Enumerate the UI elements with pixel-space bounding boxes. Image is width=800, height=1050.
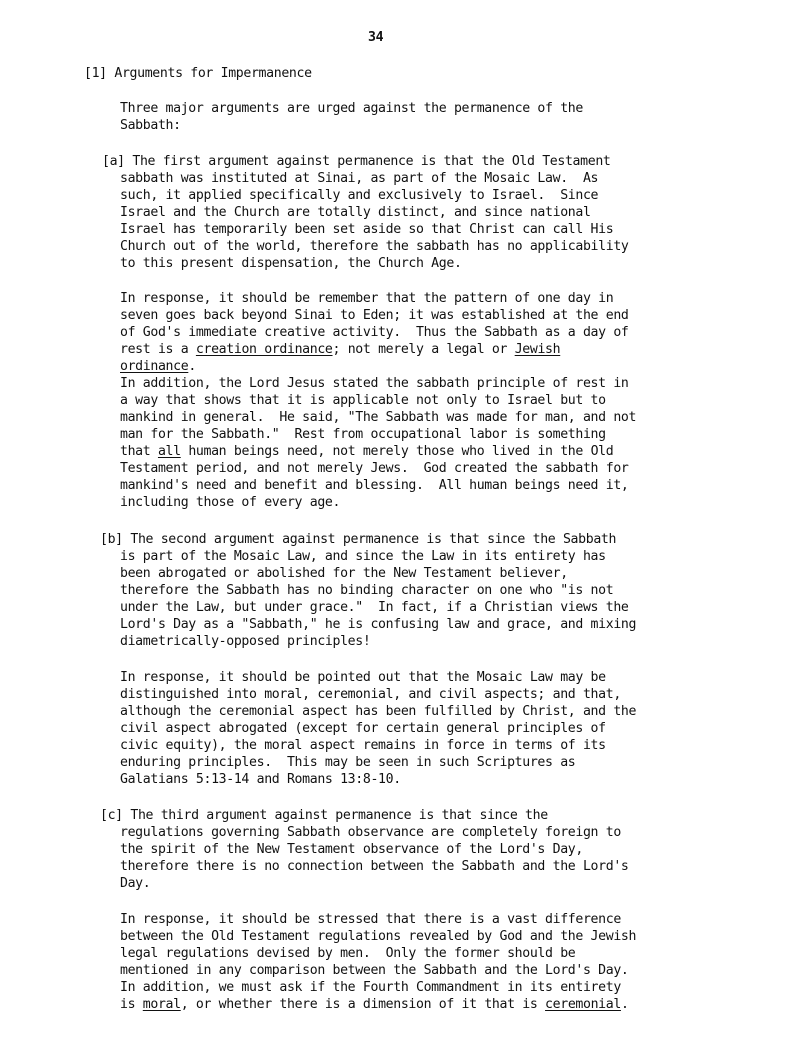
text-line: been abrogated or abolished for the New Testament believer, [120,566,568,581]
text-line: seven goes back beyond Sinai to Eden; it was established at the end [120,308,629,323]
text-line: In addition, the Lord Jesus stated the sabbath principle of rest in [120,376,629,391]
text-line: sabbath was instituted at Sinai, as part of the Mosaic Law. As [120,171,599,186]
text-line: mankind's need and benefit and blessing. All human beings need it, [120,478,629,493]
text-line [120,359,196,375]
text-run: . [188,359,196,374]
text-line: is part of the Mosaic Law, and since the Law in its entirety has [120,549,606,564]
text-run: rest is a [120,342,196,357]
text-line: Day. [120,876,151,891]
text-line: regulations governing Sabbath observance are completely foreign to [120,825,621,840]
text-line: such, it applied specifically and exclusively to Israel. Since [120,188,599,203]
text-line: civil aspect abrogated (except for certain general principles of [120,721,606,736]
text-line: Israel has temporarily been set aside so that Christ can call His [120,222,614,237]
text-line: In response, it should be stressed that there is a vast difference [120,912,621,927]
text-line: civic equity), the moral aspect remains in force in terms of its [120,738,606,753]
text-line: Israel and the Church are totally distinct, and since national [120,205,591,220]
text-run: is [120,997,143,1012]
text-line: Galatians 5:13-14 and Romans 13:8-10. [120,772,401,787]
text-line: In response, it should be pointed out that the Mosaic Law may be [120,670,606,685]
text-line: mankind in general. He said, "The Sabbath was made for man, and not [120,410,637,425]
text-line: In response, it should be remember that the pattern of one day in [120,291,614,306]
text-line: [a] The first argument against permanence is that the Old Testament [102,154,611,169]
text-line: a way that shows that it is applicable not only to Israel but to [120,393,606,408]
text-line: the spirit of the New Testament observance of the Lord's Day, [120,842,583,857]
text-line: [b] The second argument against permanence is that since the Sabbath [100,532,617,547]
text-line: although the ceremonial aspect has been fulfilled by Christ, and the [120,704,637,719]
text-line [120,342,560,358]
text-line [120,444,613,460]
text-line: Sabbath: [120,118,181,133]
text-run: , or whether there is a dimension of it that is [180,997,546,1012]
text-line [120,997,629,1013]
text-line: diametrically-opposed principles! [120,634,371,649]
text-line: Lord's Day as a "Sabbath," he is confusing law and grace, and mixing [120,617,637,632]
text-run: human beings need, not merely those who lived in the Old [180,444,614,459]
underlined-phrase: Jewish [514,342,561,357]
text-line: distinguished into moral, ceremonial, and civil aspects; and that, [120,687,621,702]
text-line: [c] The third argument against permanence is that since the [100,808,548,823]
text-line: Three major arguments are urged against the permanence of the [120,101,583,116]
text-line: therefore the Sabbath has no binding character on one who "is not [120,583,614,598]
underlined-phrase: all [157,444,181,459]
text-line: legal regulations devised by men. Only the former should be [120,946,576,961]
text-line: therefore there is no connection between the Sabbath and the Lord's [120,859,629,874]
text-line: between the Old Testament regulations revealed by God and the Jewish [120,929,637,944]
text-line: Testament period, and not merely Jews. God created the sabbath for [120,461,629,476]
text-line: including those of every age. [120,495,341,510]
text-line: In addition, we must ask if the Fourth Commandment in its entirety [120,980,621,995]
text-line: under the Law, but under grace." In fact, if a Christian views the [120,600,629,615]
underlined-phrase: creation ordinance [195,342,333,357]
text-line: of God's immediate creative activity. Thus the Sabbath as a day of [120,325,629,340]
underlined-phrase: moral [142,997,181,1012]
text-run: ; not merely a legal or [332,342,515,357]
text-line: enduring principles. This may be seen in such Scriptures as [120,755,576,770]
text-line: Church out of the world, therefore the sabbath has no applicability [120,239,629,254]
underlined-phrase: ordinance [120,359,189,374]
page-number: 34 [368,30,384,45]
underlined-phrase: ceremonial [545,997,621,1012]
text-line: mentioned in any comparison between the Sabbath and the Lord's Day. [120,963,629,978]
text-line: to this present dispensation, the Church Age. [120,256,462,271]
text-line: man for the Sabbath." Rest from occupational labor is something [120,427,606,442]
text-run: that [120,444,158,459]
text-run: . [620,997,629,1012]
section-heading: [1] Arguments for Impermanence [84,66,312,81]
